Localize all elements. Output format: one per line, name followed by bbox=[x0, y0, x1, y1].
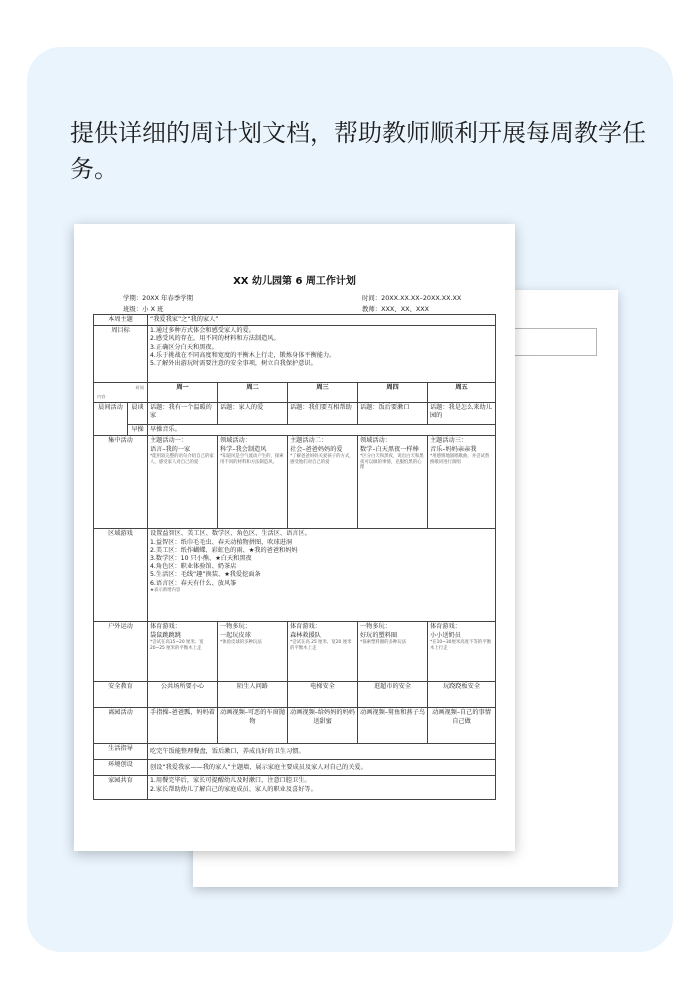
group-name: 社会–爸爸妈妈的爱 bbox=[290, 445, 343, 453]
safety-cell: 逛超市的安全 bbox=[358, 682, 428, 708]
goal-item: 4.乐于挑战在不同高度和宽度的平衡木上行走，锻炼身体平衡能力。 bbox=[150, 351, 336, 359]
goal-label: 周目标 bbox=[94, 326, 148, 383]
area-item: 3.数学区：10 只小熊、★白天和黑夜 bbox=[150, 555, 252, 563]
area-item: 2.美工区：纸作蝴蝶、彩虹色的雨、★我的爸爸和妈妈 bbox=[150, 546, 298, 554]
group-row bbox=[94, 436, 496, 529]
document-sheet bbox=[74, 224, 515, 851]
outdoor-name: 一起玩皮球 bbox=[220, 631, 251, 639]
teacher-text: 教师：XXX、XX、XXX bbox=[362, 305, 429, 313]
safety-cell: 电梯安全 bbox=[288, 682, 358, 708]
env-label: 环境创设 bbox=[94, 760, 148, 776]
talk-cell: 话题：我们要互相帮助 bbox=[288, 403, 358, 425]
group-note: *了解爸爸妈妈关爱孩子的方式，感受他们对自己的爱 bbox=[290, 453, 354, 465]
safety-label: 安全教育 bbox=[94, 682, 148, 708]
goal-item: 1.通过多种方式体会和感受家人的爱。 bbox=[150, 327, 255, 335]
outdoor-note: *尝试在高 25 厘米、宽20 厘米的平衡木上走 bbox=[290, 639, 352, 651]
area-item: 设置益智区、美工区、数学区、角色区、生活区、语言区。 bbox=[150, 530, 311, 538]
group-title: 主题活动二： bbox=[290, 437, 328, 445]
group-note: *能用较完整的语句介绍自己的家人，感受家人对自己的爱 bbox=[150, 453, 214, 465]
group-title: 主题活动一： bbox=[150, 437, 188, 445]
group-title: 领域活动： bbox=[360, 437, 391, 445]
outdoor-cell bbox=[148, 622, 218, 682]
safety-cell: 陌生人问路 bbox=[218, 682, 288, 708]
theme-value: “我爱我家”之“我的家人” bbox=[148, 315, 496, 326]
goal-item: 3.正确区分白天和黑夜。 bbox=[150, 343, 218, 351]
outdoor-cell bbox=[428, 622, 496, 682]
talk-cell: 话题：我是怎么来幼儿园的 bbox=[428, 403, 496, 425]
leave-row bbox=[94, 708, 496, 744]
headline: 提供详细的周计划文档，帮助教师顺利开展每周教学任务。 bbox=[70, 119, 646, 183]
exercise-value: 早操音乐。 bbox=[148, 425, 496, 436]
outdoor-name: 袋鼠跳跳跳 bbox=[150, 631, 181, 639]
group-note: *区分白天和黑夜，说出白天和黑夜可以做的事情，克服怕黑的心理 bbox=[360, 453, 424, 471]
group-cell bbox=[428, 436, 496, 529]
area-item: 4.角色区：职业体验馆、奶茶店 bbox=[150, 563, 237, 571]
weekly-plan-table bbox=[93, 314, 496, 800]
life-label: 生活指导 bbox=[94, 744, 148, 760]
area-list bbox=[148, 529, 496, 622]
home-item: 1.用餐完毕后，家长可提醒幼儿及时漱口，注意口腔卫生。 bbox=[150, 777, 311, 785]
term-text: 学期：20XX 年春季学期 bbox=[123, 294, 194, 302]
morning-label: 晨间活动 bbox=[94, 403, 128, 436]
group-title: 主题活动三： bbox=[430, 437, 468, 445]
day-monday: 周一 bbox=[148, 383, 218, 403]
outdoor-name: 森林救援队 bbox=[290, 631, 321, 639]
area-item: 6.语言区：春天有什么、放风筝 bbox=[150, 579, 237, 587]
area-item: 1.益智区：纸巾毛毛虫、春天动植物拼图、吹球进洞 bbox=[150, 538, 293, 546]
group-cell bbox=[288, 436, 358, 529]
safety-row bbox=[94, 682, 496, 708]
outdoor-name: 小小送奶员 bbox=[430, 631, 461, 639]
theme-row bbox=[94, 315, 496, 326]
talk-cell: 话题：家人的爱 bbox=[218, 403, 288, 425]
outdoor-cell bbox=[358, 622, 428, 682]
outdoor-note: *体验皮球的多种玩法 bbox=[220, 639, 262, 645]
outdoor-note: *尝试在高15~20 厘米、宽20~25 厘米的平衡木上走 bbox=[150, 639, 204, 651]
life-row bbox=[94, 744, 496, 760]
safety-cell: 公共场所要小心 bbox=[148, 682, 218, 708]
area-item: 5.生活区：毛线“趣”换装、★我爱挖面条 bbox=[150, 571, 261, 579]
group-name: 音乐–妈妈亲亲我 bbox=[430, 445, 477, 453]
corner-cell bbox=[94, 383, 148, 403]
home-list bbox=[148, 776, 496, 800]
day-header-row bbox=[94, 383, 496, 403]
env-row bbox=[94, 760, 496, 776]
outdoor-cell bbox=[288, 622, 358, 682]
talk-cell: 话题：饭后要漱口 bbox=[358, 403, 428, 425]
home-row bbox=[94, 776, 496, 800]
goal-list bbox=[148, 326, 496, 383]
group-note: *知道风是空气流动产生的，探索用不同的材料和方法制造风。 bbox=[220, 453, 284, 465]
outdoor-note: *在10~30厘米高度不等的平衡木上行走 bbox=[430, 639, 491, 651]
group-cell bbox=[358, 436, 428, 529]
area-row bbox=[94, 529, 496, 622]
group-label: 集中活动 bbox=[94, 436, 148, 529]
safety-cell: 玩跷跷板安全 bbox=[428, 682, 496, 708]
env-value: 创设“我爱我家——我的家人”主题墙，展示家庭主要成员及家人对自己的关爱。 bbox=[148, 760, 496, 776]
leave-cell: 动画视频–给妈妈的妈妈送甜蜜 bbox=[288, 708, 358, 744]
home-label: 家园共育 bbox=[94, 776, 148, 800]
document-title: XX 幼儿园第 6 周工作计划 bbox=[233, 276, 356, 287]
leave-cell: 手指操–爸爸瓢，妈妈着 bbox=[148, 708, 218, 744]
outdoor-cell bbox=[218, 622, 288, 682]
leave-label: 离园活动 bbox=[94, 708, 148, 744]
day-wednesday: 周三 bbox=[288, 383, 358, 403]
day-friday: 周五 bbox=[428, 383, 496, 403]
outdoor-type: 体育游戏： bbox=[150, 623, 181, 631]
group-name: 语言–我的一家 bbox=[150, 445, 191, 453]
life-value: 吃完午饭能整理餐盘，饭后漱口，养成良好的卫生习惯。 bbox=[148, 744, 496, 760]
outdoor-type: 一物多玩： bbox=[360, 623, 391, 631]
outdoor-type: 体育游戏： bbox=[430, 623, 461, 631]
area-label: 区域游戏 bbox=[94, 529, 148, 622]
theme-label: 本周主题 bbox=[94, 315, 148, 326]
group-name: 数学–白天黑夜一样棒 bbox=[360, 445, 419, 453]
group-title: 领域活动： bbox=[220, 437, 251, 445]
home-item: 2.家长帮助幼儿了解自己的家庭成员、家人的职业及喜好等。 bbox=[150, 785, 317, 793]
goal-item: 2.感受风的存在，用不同的材料和方法制造风。 bbox=[150, 335, 280, 343]
talk-label: 晨谈 bbox=[128, 403, 148, 425]
leave-cell: 动画视频–自己的事情自己做 bbox=[428, 708, 496, 744]
outdoor-name: 好玩的塑料圈 bbox=[360, 631, 398, 639]
leave-cell: 动画视频–舅鱼和燕子鸟 bbox=[358, 708, 428, 744]
outdoor-note: *探索塑料圈的多种玩法 bbox=[360, 639, 407, 645]
outdoor-label: 户外运动 bbox=[94, 622, 148, 682]
exercise-row bbox=[94, 425, 496, 436]
outdoor-row bbox=[94, 622, 496, 682]
day-thursday: 周四 bbox=[358, 383, 428, 403]
group-cell bbox=[218, 436, 288, 529]
goal-item: 5.了解外出游玩时需要注意的安全事项，树立自我保护意识。 bbox=[150, 360, 317, 368]
leave-cell: 动画视频–可恶的车窗抛物 bbox=[218, 708, 288, 744]
time-text: 时间：20XX.XX.XX–20XX.XX.XX bbox=[362, 294, 462, 302]
outdoor-type: 一物多玩： bbox=[220, 623, 251, 631]
goal-row bbox=[94, 326, 496, 383]
exercise-label: 早操 bbox=[128, 425, 148, 436]
corner-content: 内容 bbox=[97, 394, 106, 399]
area-note: ★表示新增内容 bbox=[150, 587, 181, 593]
talk-row bbox=[94, 403, 496, 425]
day-tuesday: 周二 bbox=[218, 383, 288, 403]
group-cell bbox=[148, 436, 218, 529]
outdoor-type: 体育游戏： bbox=[290, 623, 321, 631]
corner-time: 时间 bbox=[135, 385, 144, 391]
class-text: 班级：小 X 班 bbox=[123, 305, 164, 313]
talk-cell: 话题：我有一个温暖的家 bbox=[148, 403, 218, 425]
group-name: 科学–我会制造风 bbox=[220, 445, 267, 453]
group-note: *用感情地演唱歌曲，并尝试替换歌词进行演唱 bbox=[430, 453, 490, 465]
